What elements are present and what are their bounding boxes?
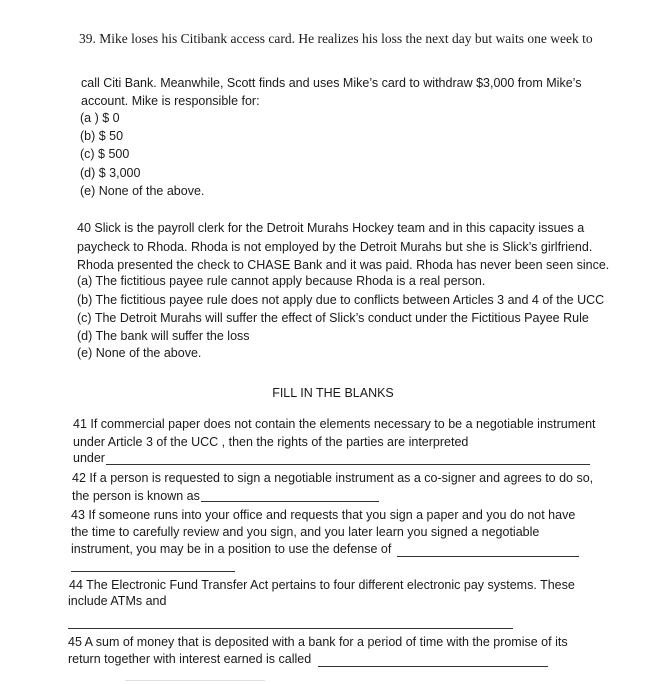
q42-line-2: the person is known as <box>72 489 200 503</box>
q41-answer-blank[interactable] <box>106 464 590 465</box>
q40-option-e: (e) None of the above. <box>77 346 202 360</box>
section-title: FILL IN THE BLANKS <box>272 386 394 400</box>
q43-line-3: instrument, you may be in a position to use the defense of <box>71 542 392 556</box>
q42-answer-blank[interactable] <box>201 501 379 502</box>
q43-answer-blank[interactable] <box>397 556 579 557</box>
q43-line-1: 43 If someone runs into your office and requests that you sign a paper and you do not have <box>71 508 576 522</box>
q40-option-d: (d) The bank will suffer the loss <box>77 329 250 343</box>
q44-line-2: include ATMs and <box>68 594 167 608</box>
q40-option-b: (b) The fictitious payee rule does not apply due to conflicts between Articles 3 and 4 of the UCC <box>77 293 605 307</box>
q41-line-3: under <box>73 451 105 465</box>
q44-line-1: 44 The Electronic Fund Transfer Act pertains to four different electronic pay systems. These <box>69 578 575 592</box>
q45-line-1: 45 A sum of money that is deposited with a bank for a period of time with the promise of its <box>68 635 568 649</box>
q45-line-2: return together with interest earned is called <box>68 652 312 666</box>
q40-option-c: (c) The Detroit Murahs will suffer the effect of Slick’s conduct under the Fictitious Payee Rule <box>77 311 589 325</box>
q40-line-2: paycheck to Rhoda. Rhoda is not employed by the Detroit Murahs but she is Slick’s girlfriend. <box>77 240 593 254</box>
q39-option-a: (a ) $ 0 <box>80 111 120 125</box>
q45-answer-blank[interactable] <box>318 666 548 667</box>
q39-option-c: (c) $ 500 <box>80 147 130 161</box>
q39-option-b: (b) $ 50 <box>80 129 124 143</box>
q40-line-1: 40 Slick is the payroll clerk for the Detroit Murahs Hockey team and in this capacity issues a <box>77 221 585 235</box>
q43-answer-blank-continued[interactable] <box>71 571 235 572</box>
q41-line-1: 41 If commercial paper does not contain the elements necessary to be a negotiable instrument <box>73 417 596 431</box>
q39-line-1: 39. Mike loses his Citibank access card. He realizes his loss the next day but waits one week to <box>79 31 593 46</box>
q40-option-a: (a) The fictitious payee rule cannot apply because Rhoda is a real person. <box>77 274 486 288</box>
page-bottom-edge <box>125 680 265 681</box>
q39-line-2: call Citi Bank. Meanwhile, Scott finds and uses Mike’s card to withdraw $3,000 from Mike’s <box>81 76 582 90</box>
q39-option-e: (e) None of the above. <box>80 184 205 198</box>
q39-option-d: (d) $ 3,000 <box>80 166 141 180</box>
q44-answer-blank[interactable] <box>68 628 513 629</box>
q43-line-2: the time to carefully review and you sign, and you later learn you signed a negotiable <box>71 525 540 539</box>
q42-line-1: 42 If a person is requested to sign a negotiable instrument as a co-signer and agrees to do so, <box>72 471 594 485</box>
q39-line-3: account. Mike is responsible for: <box>81 94 260 108</box>
q40-line-3: Rhoda presented the check to CHASE Bank and it was paid. Rhoda has never been seen since. <box>77 258 610 272</box>
q41-line-2: under Article 3 of the UCC , then the rights of the parties are interpreted <box>73 435 469 449</box>
